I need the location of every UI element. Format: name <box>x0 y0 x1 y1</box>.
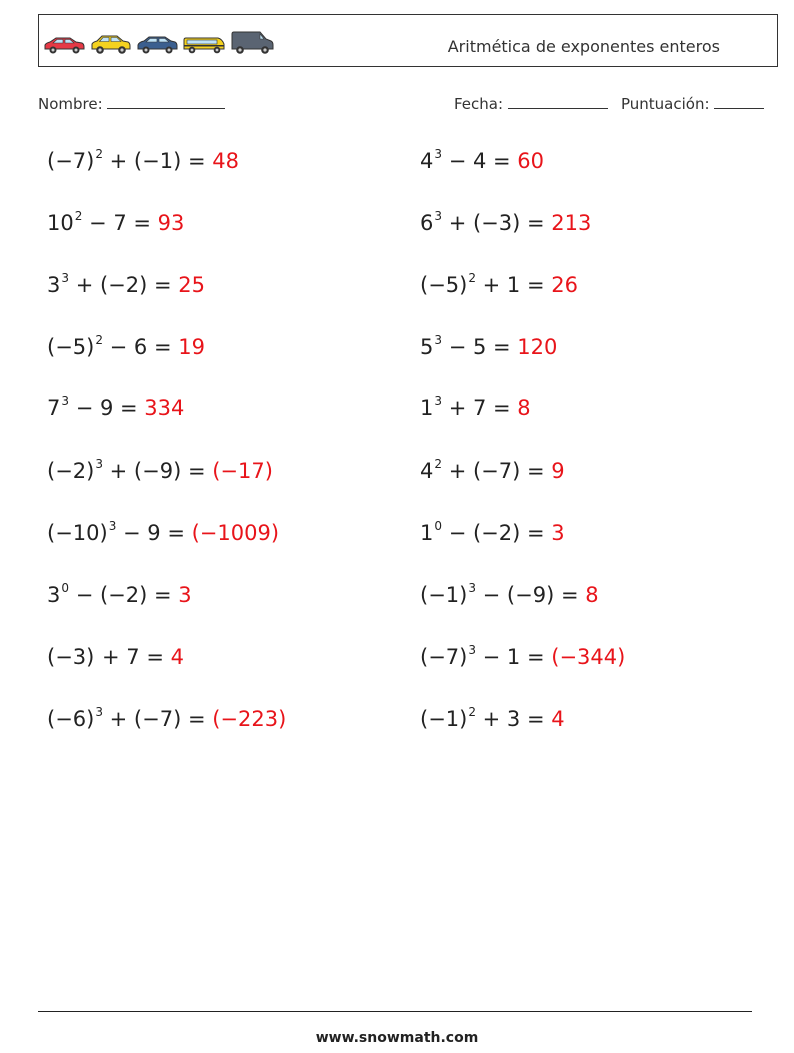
footer-divider <box>38 1011 752 1012</box>
answer: 4 <box>170 645 184 669</box>
problem-14: $1^0 - (-2) = 3$ <box>420 519 565 545</box>
date-label: Fecha: <box>454 95 504 113</box>
problem-10: $1^3 + 7 = 8$ <box>420 394 531 420</box>
answer: (−17) <box>212 459 273 483</box>
problem-16: $(-1)^3 - (-9) = 8$ <box>420 581 599 607</box>
problem-3: $10^2 - 7 = 93$ <box>47 209 185 235</box>
answer: 3 <box>551 521 565 545</box>
blue-car-icon <box>136 35 178 55</box>
answer: 213 <box>551 211 592 235</box>
problem-17: (−3) + 7 = 4 <box>47 645 184 669</box>
problem-4: $6^3 + (-3) = 213$ <box>420 209 592 235</box>
worksheet-title: Aritmética de exponentes enteros <box>447 37 720 56</box>
answer: 9 <box>551 459 565 483</box>
answer: 334 <box>144 396 185 420</box>
name-blank[interactable] <box>107 94 225 109</box>
answer: 93 <box>157 211 185 235</box>
answer: 120 <box>517 335 558 359</box>
problem-1: $(-7)^2 + (-1) = 48$ <box>47 147 239 173</box>
answer: 3 <box>178 583 192 607</box>
car-icons-row <box>42 31 274 55</box>
answer: 8 <box>517 396 531 420</box>
answer: 25 <box>178 273 205 297</box>
name-field <box>38 94 225 113</box>
problem-18: $(-7)^3 - 1 = (-344)$ <box>420 643 626 669</box>
worksheet-header <box>38 14 778 67</box>
problem-9: $7^3 - 9 = 334$ <box>47 394 185 420</box>
answer: (−223) <box>212 707 287 731</box>
date-field <box>454 94 608 113</box>
problem-2: $4^3 - 4 = 60$ <box>420 147 545 173</box>
name-label: Nombre: <box>38 95 103 113</box>
problem-12: $4^2 + (-7) = 9$ <box>420 457 565 483</box>
footer-website[interactable]: www.snowmath.com <box>315 1030 479 1046</box>
problem-5: $3^3 + (-2) = 25$ <box>47 271 205 297</box>
problem-15: $3^0 - (-2) = 3$ <box>47 581 192 607</box>
answer: (−344) <box>551 645 626 669</box>
score-blank[interactable] <box>714 94 764 109</box>
problem-13: $(-10)^3 - 9 = (-1009)$ <box>47 519 280 545</box>
problem-6: $(-5)^2 + 1 = 26$ <box>420 271 578 297</box>
score-field <box>621 94 764 113</box>
answer: 26 <box>551 273 578 297</box>
yellow-car-icon <box>90 33 132 55</box>
yellow-bus-icon <box>182 35 226 55</box>
problem-19: $(-6)^3 + (-7) = (-223)$ <box>47 705 287 731</box>
problem-20: $(-1)^2 + 3 = 4$ <box>420 705 565 731</box>
answer: 48 <box>212 149 239 173</box>
answer: 8 <box>585 583 599 607</box>
answer: 60 <box>517 149 545 173</box>
red-car-icon <box>42 35 86 55</box>
answer: (−1009) <box>191 521 280 545</box>
gray-van-icon <box>230 31 274 55</box>
answer: 4 <box>551 707 565 731</box>
score-label: Puntuación: <box>621 95 710 113</box>
answer: 19 <box>178 335 205 359</box>
date-blank[interactable] <box>508 94 608 109</box>
problem-11: $(-2)^3 + (-9) = (-17)$ <box>47 457 273 483</box>
problem-7: $(-5)^2 - 6 = 19$ <box>47 333 205 359</box>
problem-8: $5^3 - 5 = 120$ <box>420 333 558 359</box>
